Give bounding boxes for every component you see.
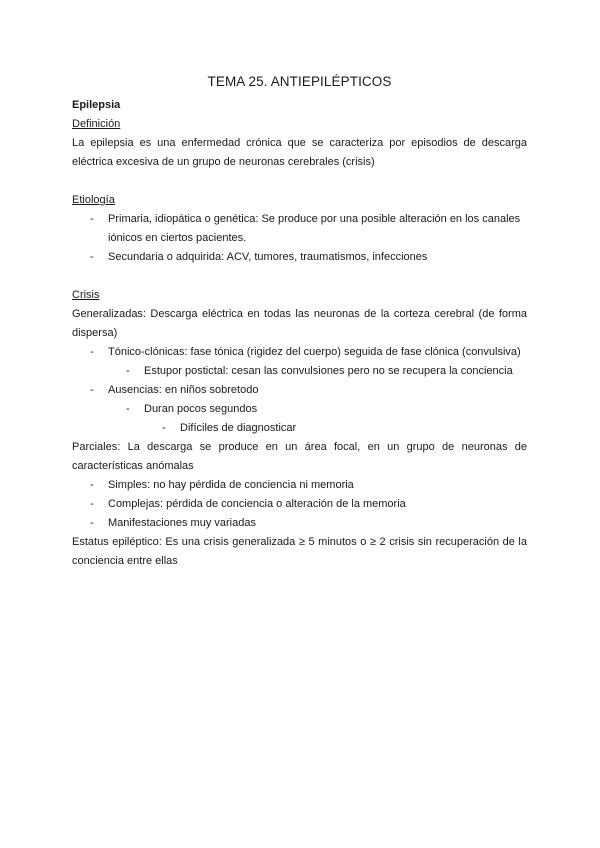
dificiles-item: Difíciles de diagnosticar — [180, 422, 297, 434]
tonico-clonicas-item: Tónico-clónicas: fase tónica (rigidez del cuerpo) seguida de fase clónica (convulsiva) — [108, 346, 521, 358]
dash-bullet: - — [90, 213, 94, 225]
dash-bullet: - — [90, 498, 94, 510]
dash-bullet: - — [90, 346, 94, 358]
list-item — [72, 210, 527, 248]
etiologia-list — [72, 210, 527, 267]
parciales-item-simples: Simples: no hay pérdida de conciencia ni memoria — [108, 479, 354, 491]
list-item — [72, 248, 527, 267]
duran-sublist — [72, 419, 527, 438]
spacer — [72, 267, 527, 286]
list-item — [72, 476, 527, 495]
list-item — [72, 381, 527, 400]
dash-bullet: - — [162, 422, 166, 434]
heading-etiologia: Etiología — [72, 194, 115, 206]
generalizadas-list — [72, 343, 527, 362]
section-heading-epilepsia: Epilepsia — [72, 99, 121, 111]
etiologia-item-secundaria: Secundaria o adquirida: ACV, tumores, traumatismos, infecciones — [108, 251, 428, 263]
parciales-item-complejas: Complejas: pérdida de conciencia o alteración de la memoria — [108, 498, 406, 510]
dash-bullet: - — [126, 403, 130, 415]
parciales-paragraph: Parciales: La descarga se produce en un área focal, en un grupo de neuronas de características anómalas — [72, 441, 527, 472]
list-item — [72, 362, 527, 381]
list-item — [72, 495, 527, 514]
list-item — [72, 400, 527, 419]
dash-bullet: - — [90, 479, 94, 491]
heading-crisis: Crisis — [72, 289, 100, 301]
estatus-paragraph: Estatus epiléptico: Es una crisis generalizada ≥ 5 minutos o ≥ 2 crisis sin recuperación de la conciencia entre ellas — [72, 536, 527, 567]
list-item — [72, 419, 527, 438]
page-title: TEMA 25. ANTIEPILÉPTICOS — [207, 74, 392, 89]
dash-bullet: - — [90, 517, 94, 529]
document-page — [72, 72, 527, 571]
ausencias-item: Ausencias: en niños sobretodo — [108, 384, 259, 396]
ausencias-sublist — [72, 400, 527, 419]
generalizadas-paragraph: Generalizadas: Descarga eléctrica en todas las neuronas de la corteza cerebral (de forma dispersa) — [72, 308, 527, 339]
estupor-item: Estupor postictal: cesan las convulsiones pero no se recupera la conciencia — [144, 365, 513, 377]
definicion-paragraph: La epilepsia es una enfermedad crónica que se caracteriza por episodios de descarga eléctrica excesiva de un grupo de neuronas cerebrales (crisis) — [72, 137, 527, 168]
parciales-list — [72, 476, 527, 533]
ausencias-list — [72, 381, 527, 400]
list-item — [72, 343, 527, 362]
etiologia-item-primaria: Primaria, idiopática o genética: Se produce por una posible alteración en los canales iónicos en ciertos pacientes. — [108, 213, 521, 244]
heading-definicion: Definición — [72, 118, 121, 130]
dash-bullet: - — [90, 384, 94, 396]
duran-item: Duran pocos segundos — [144, 403, 258, 415]
dash-bullet: - — [126, 365, 130, 377]
list-item — [72, 514, 527, 533]
tonico-clonicas-sublist — [72, 362, 527, 381]
parciales-item-manifestaciones: Manifestaciones muy variadas — [108, 517, 256, 529]
spacer — [72, 172, 527, 191]
dash-bullet: - — [90, 251, 94, 263]
